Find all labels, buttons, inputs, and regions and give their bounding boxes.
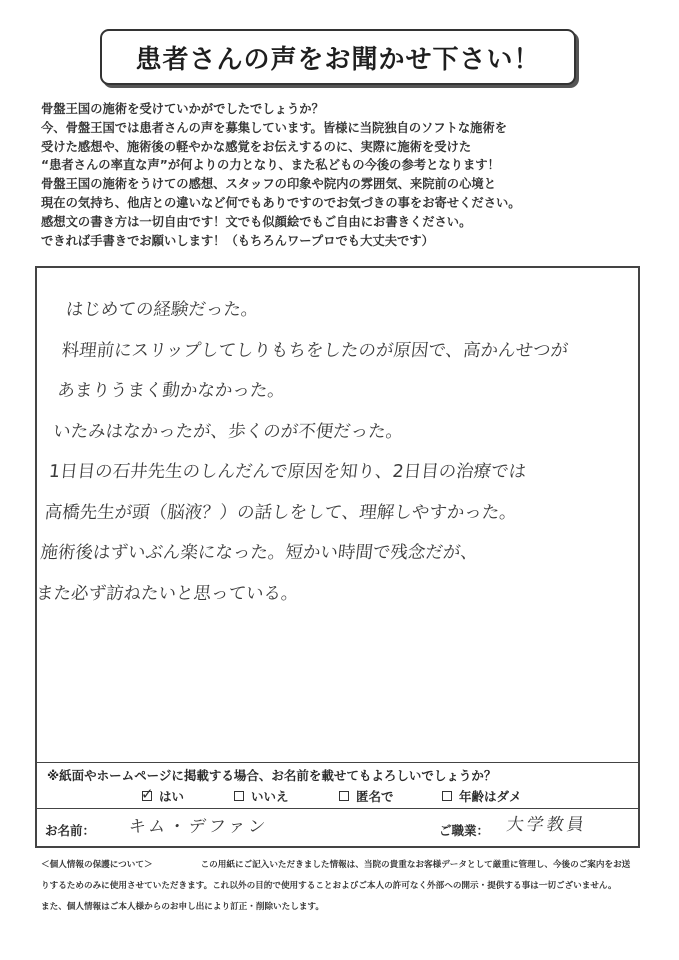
- comment-line: 料理前にスリップしてしりもちをしたのが原因で、高かんせつが: [60, 340, 570, 361]
- privacy-line: この用紙にご記入いただきました情報は、当院の貴重なお客様データとして厳重に管理し、今後のご案内をお送: [200, 860, 631, 870]
- intro-line: できれば手書きでお願いします！（もちろんワープロでも大丈夫です）: [41, 233, 434, 248]
- option-label: 年齢はダメ: [459, 789, 522, 804]
- name-consent-section: [37, 762, 638, 809]
- privacy-heading: ＜個人情報の保護について＞: [41, 860, 153, 870]
- option-label: いいえ: [251, 789, 289, 804]
- name-occupation-row: [37, 808, 638, 846]
- option-yes[interactable]: [142, 787, 234, 805]
- intro-text: [41, 100, 651, 250]
- checkbox-anonymous[interactable]: [339, 791, 349, 801]
- comment-line: いたみはなかったが、歩くのが不便だった。: [52, 421, 405, 442]
- comment-area[interactable]: [37, 268, 638, 763]
- name-label: お名前：: [45, 823, 96, 838]
- intro-line: “患者さんの率直な声”が何よりの力となり、また私どもの今後の参考となります！: [41, 158, 500, 173]
- name-value[interactable]: キム・デファン: [127, 817, 270, 837]
- check-mark-icon: ✓: [141, 785, 154, 803]
- comment-line: 高橋先生が頭（脳液？）の話しをして、理解しやすかった。: [43, 502, 518, 523]
- comment-line: また必ず訪ねたいと思っている。: [35, 583, 300, 604]
- option-label: 匿名で: [356, 789, 394, 804]
- intro-line: 今、骨盤王国では患者さんの声を募集しています。皆様に当院独自のソフトな施術を: [41, 120, 508, 135]
- consent-question: ※紙面やホームページに掲載する場合、お名前を載せてもよろしいでしょうか？: [47, 768, 497, 783]
- comment-line: はじめての経験だった。: [64, 300, 260, 320]
- checkbox-no-age[interactable]: [442, 791, 452, 801]
- comment-line: 施術後はずいぶん楽になった。短かい時間で残念だが、: [39, 543, 479, 563]
- option-no[interactable]: [234, 787, 339, 805]
- privacy-line: また、個人情報はご本人様からのお申し出により訂正・削除いたします。: [41, 902, 324, 912]
- comment-line: 1日目の石井先生のしんだんで原因を知り、2日目の治療では: [47, 462, 528, 482]
- consent-options: [142, 787, 522, 805]
- page-title: 患者さんの声をお聞かせ下さい！: [100, 29, 576, 85]
- handwritten-comment: [34, 290, 645, 614]
- option-no-age[interactable]: [442, 787, 522, 805]
- checkbox-no[interactable]: [234, 791, 244, 801]
- intro-line: 現在の気持ち、他店との違いなど何でもありですのでお気づきの事をお寄せください。: [41, 195, 521, 210]
- occupation-value[interactable]: 大学教員: [505, 815, 589, 835]
- intro-line: 感想文の書き方は一切自由です！文でも似顔絵でもご自由にお書きください。: [41, 214, 472, 229]
- occupation-label: ご職業：: [439, 823, 490, 838]
- option-label: はい: [159, 789, 185, 804]
- intro-line: 骨盤王国の施術をうけての感想、スタッフの印象や院内の雰囲気、来院前の心境と: [41, 177, 496, 192]
- checkbox-yes[interactable]: [141, 785, 154, 803]
- privacy-notice: [41, 855, 651, 918]
- privacy-line: りするためのみに使用させていただきます。これ以外の目的で使用することおよびご本人の許可なく外部への開示・提供する事は一切ございません。: [41, 881, 617, 891]
- feedback-form: [35, 266, 640, 848]
- comment-line: あまりうまく動かなかった。: [56, 381, 286, 401]
- intro-line: 受けた感想や、施術後の軽やかな感覚をお伝えするのに、実際に施術を受けた: [41, 139, 472, 154]
- option-anonymous[interactable]: [339, 787, 442, 805]
- intro-line: 骨盤王国の施術を受けていかがでしたでしょうか？: [41, 102, 324, 116]
